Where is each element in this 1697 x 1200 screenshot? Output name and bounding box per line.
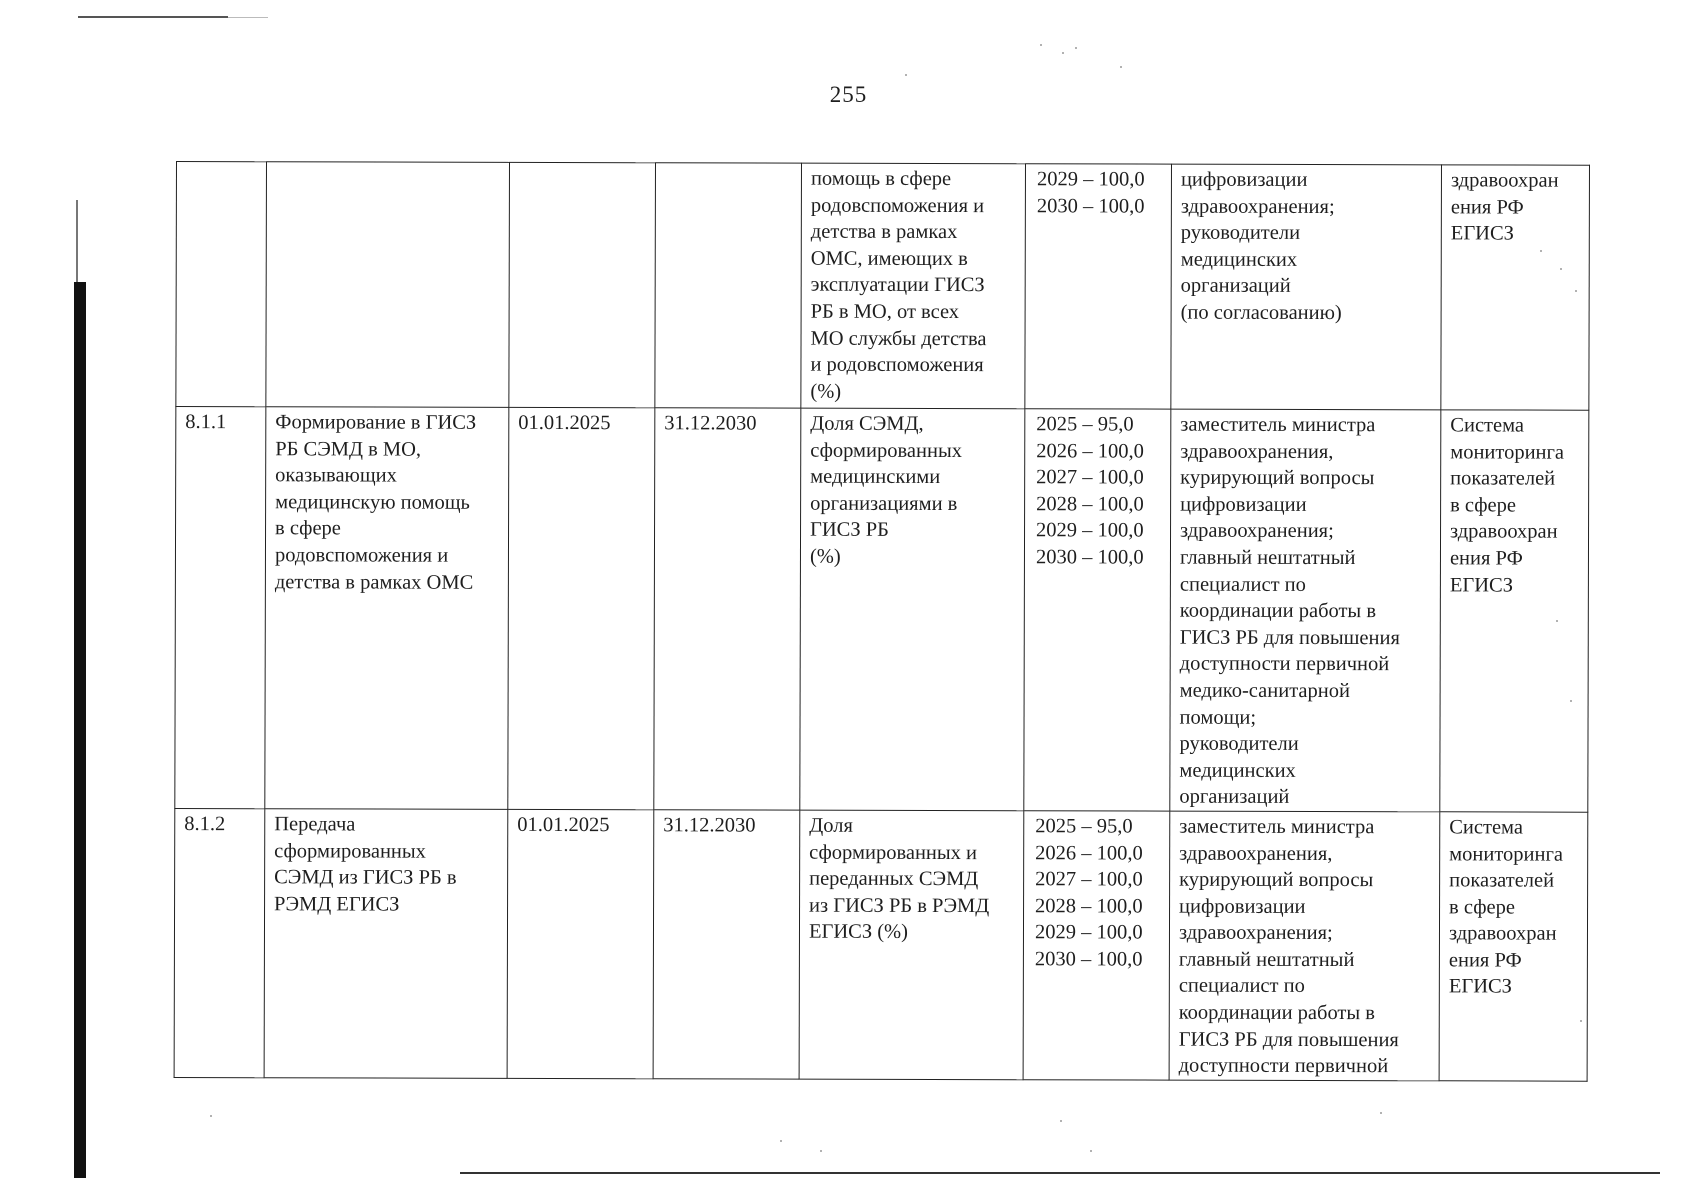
cell-end-date: [655, 163, 802, 408]
scan-speck: [1040, 44, 1042, 46]
scan-artifact-bottom-line: [460, 1172, 1660, 1174]
cell-info-system: Система мониторинга показателей в сфере здравоохран ения РФ ЕГИСЗ: [1439, 812, 1588, 1081]
scan-speck: [1062, 52, 1064, 54]
scan-artifact-top-line: [78, 16, 228, 18]
cell-target-values: 2029 – 100,0 2030 – 100,0: [1025, 164, 1172, 409]
cell-indicator: помощь в сфере родовспоможения и детства в рамках ОМС, имеющих в эксплуатации ГИСЗ РБ в МО, от всех МО службы детства и родовспоможения (%): [801, 163, 1026, 409]
cell-action: Передача сформированных СЭМД из ГИСЗ РБ в РЭМД ЕГИСЗ: [264, 809, 508, 1079]
scan-speck: [905, 74, 907, 76]
cell-end-date: 31.12.2030: [653, 810, 800, 1079]
cell-target-values: 2025 – 95,0 2026 – 100,0 2027 – 100,0 2028 – 100,0 2029 – 100,0 2030 – 100,0: [1024, 409, 1171, 811]
cell-number: 8.1.1: [175, 407, 266, 809]
cell-start-date: 01.01.2025: [507, 809, 654, 1078]
scan-speck: [1570, 700, 1572, 702]
scan-speck: [1120, 66, 1122, 68]
scan-speck: [1540, 250, 1542, 252]
table-row: [176, 162, 1590, 411]
cell-responsible: цифровизации здравоохранения; руководители медицинских организаций (по согласованию): [1171, 164, 1442, 410]
scan-artifact-left-edge: [74, 282, 86, 1178]
table-row: [175, 407, 1589, 813]
cell-number: [176, 162, 267, 407]
cell-start-date: [509, 162, 656, 407]
page-number: 255: [829, 82, 868, 107]
scan-speck: [1075, 47, 1077, 49]
scan-speck: [1556, 620, 1558, 622]
scan-speck: [820, 1150, 822, 1152]
cell-action: [266, 162, 510, 408]
scan-speck: [1575, 290, 1577, 292]
scan-artifact-top-line-faint: [228, 17, 268, 18]
cell-number: 8.1.2: [174, 808, 265, 1077]
cell-target-values: 2025 – 95,0 2026 – 100,0 2027 – 100,0 2028 – 100,0 2029 – 100,0 2030 – 100,0: [1023, 811, 1170, 1080]
cell-start-date: 01.01.2025: [508, 407, 655, 809]
cell-action: Формирование в ГИСЗ РБ СЭМД в МО, оказывающих медицинскую помощь в сфере родовспоможения и детства в рамках ОМС: [265, 407, 509, 810]
cell-indicator: Доля сформированных и переданных СЭМД из ГИСЗ РБ в РЭМД ЕГИСЗ (%): [799, 810, 1024, 1080]
scan-speck: [1580, 1020, 1582, 1022]
scan-artifact-left-edge-thin: [76, 200, 78, 290]
table-row: [174, 808, 1588, 1081]
plan-table: [174, 161, 1590, 1082]
scan-speck: [1560, 268, 1562, 270]
cell-responsible: заместитель министра здравоохранения, курирующий вопросы цифровизации здравоохранения; главный нештатный специалист по координации работы в ГИСЗ РБ для повышения доступности первичной: [1169, 811, 1440, 1081]
scan-speck: [210, 1115, 212, 1117]
scan-speck: [1090, 1150, 1092, 1152]
cell-responsible: заместитель министра здравоохранения, курирующий вопросы цифровизации здравоохранения; главный нештатный специалист по координации работы в ГИСЗ РБ для повышения доступности первичной медико-санитарной помощи; руководители медицинских организаций: [1170, 409, 1441, 812]
cell-info-system: здравоохран ения РФ ЕГИСЗ: [1441, 165, 1590, 410]
scan-speck: [1060, 1120, 1062, 1122]
cell-indicator: Доля СЭМД, сформированных медицинскими организациями в ГИСЗ РБ (%): [800, 408, 1025, 810]
scan-speck: [1380, 1112, 1382, 1114]
cell-info-system: Система мониторинга показателей в сфере здравоохран ения РФ ЕГИСЗ: [1440, 410, 1589, 812]
cell-end-date: 31.12.2030: [654, 408, 801, 810]
scan-speck: [780, 1140, 782, 1142]
